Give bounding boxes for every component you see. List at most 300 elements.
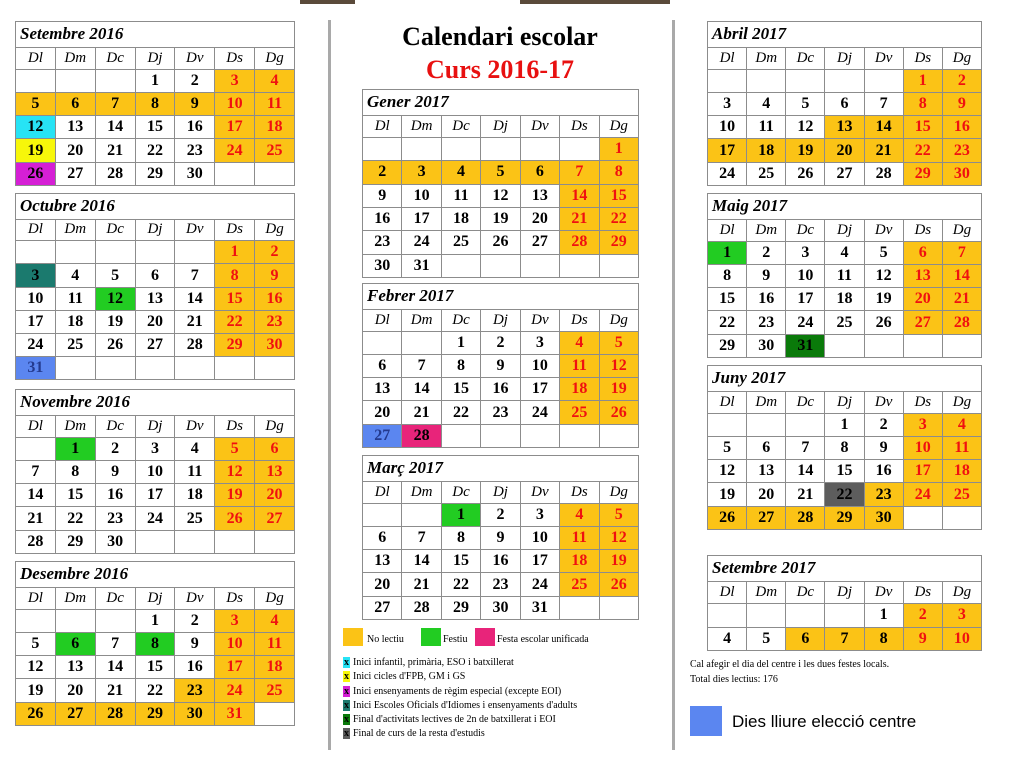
day-cell: 8 xyxy=(441,526,480,549)
day-cell: 5 xyxy=(95,264,135,287)
day-cell: 20 xyxy=(55,139,95,162)
day-cell: 10 xyxy=(16,287,56,310)
weekday-header: Dl xyxy=(708,219,747,241)
day-cell: 9 xyxy=(363,184,402,207)
weekday-header: Dm xyxy=(55,415,95,437)
day-cell: 11 xyxy=(255,632,295,655)
weekday-header: Ds xyxy=(560,309,599,331)
note-text: Inici cicles d'FPB, GM i GS xyxy=(353,671,466,683)
empty-day-cell xyxy=(402,331,441,354)
day-cell: 21 xyxy=(175,310,215,333)
day-cell: 10 xyxy=(520,526,559,549)
day-cell: 15 xyxy=(441,550,480,573)
empty-day-cell xyxy=(215,162,255,185)
weekday-header: Dl xyxy=(363,481,402,503)
day-cell: 1 xyxy=(825,413,864,436)
empty-day-cell xyxy=(95,69,135,92)
month-table xyxy=(707,193,982,358)
weekday-header: Dv xyxy=(175,47,215,69)
day-cell: 16 xyxy=(481,550,520,573)
day-cell: 21 xyxy=(560,207,599,230)
empty-day-cell xyxy=(363,503,402,526)
day-cell: 21 xyxy=(402,573,441,596)
day-cell: 30 xyxy=(942,162,981,185)
month-title: Maig 2017 xyxy=(708,194,982,220)
day-cell: 11 xyxy=(942,436,981,459)
day-cell: 17 xyxy=(402,207,441,230)
weekday-header: Dl xyxy=(363,115,402,137)
empty-day-cell xyxy=(708,413,747,436)
weekday-header: Dc xyxy=(786,581,825,603)
day-cell: 27 xyxy=(903,311,942,334)
day-cell: 11 xyxy=(441,184,480,207)
day-cell: 28 xyxy=(95,162,135,185)
empty-day-cell xyxy=(747,69,786,92)
day-cell: 14 xyxy=(786,460,825,483)
day-cell: 24 xyxy=(16,333,56,356)
weekday-header: Dv xyxy=(175,587,215,609)
day-cell: 29 xyxy=(708,334,747,357)
day-cell: 7 xyxy=(825,627,864,650)
weekday-header: Dc xyxy=(441,481,480,503)
day-cell: 16 xyxy=(942,116,981,139)
day-cell: 15 xyxy=(599,184,638,207)
total-days-line: Total dies lectius: 176 xyxy=(690,674,778,685)
day-cell: 3 xyxy=(215,609,255,632)
weekday-header: Dl xyxy=(708,391,747,413)
day-cell: 21 xyxy=(942,288,981,311)
day-cell: 26 xyxy=(16,162,56,185)
day-cell: 11 xyxy=(255,92,295,115)
empty-day-cell xyxy=(708,69,747,92)
day-cell: 6 xyxy=(747,436,786,459)
day-cell: 9 xyxy=(175,92,215,115)
note-marker: x xyxy=(344,657,349,668)
day-cell: 3 xyxy=(215,69,255,92)
day-cell: 16 xyxy=(255,287,295,310)
day-cell: 11 xyxy=(747,116,786,139)
weekday-header: Dj xyxy=(481,309,520,331)
day-cell: 22 xyxy=(135,139,175,162)
day-cell: 10 xyxy=(903,436,942,459)
calendar-note xyxy=(690,657,889,687)
day-cell: 12 xyxy=(864,264,903,287)
weekday-header: Dm xyxy=(55,47,95,69)
day-cell: 24 xyxy=(520,573,559,596)
day-cell: 23 xyxy=(175,139,215,162)
day-cell: 22 xyxy=(441,573,480,596)
empty-day-cell xyxy=(520,424,559,447)
weekday-header: Dm xyxy=(747,391,786,413)
day-cell: 12 xyxy=(95,287,135,310)
day-cell: 8 xyxy=(441,354,480,377)
month-title: Desembre 2016 xyxy=(16,562,295,588)
weekday-header: Dv xyxy=(520,115,559,137)
month-title: Setembre 2017 xyxy=(708,556,982,582)
day-cell: 1 xyxy=(215,241,255,264)
day-cell: 4 xyxy=(255,69,295,92)
day-cell: 9 xyxy=(481,354,520,377)
day-cell: 28 xyxy=(560,231,599,254)
day-cell: 14 xyxy=(175,287,215,310)
weekday-header: Dg xyxy=(255,415,295,437)
weekday-header: Dl xyxy=(708,47,747,69)
legend-label-festiu: Festiu xyxy=(443,634,468,645)
day-cell: 28 xyxy=(942,311,981,334)
note-text: Final d'activitats lectives de 2n de batxillerat i EOI xyxy=(353,714,556,726)
empty-day-cell xyxy=(135,530,175,553)
weekday-header: Dc xyxy=(441,115,480,137)
day-cell: 4 xyxy=(255,609,295,632)
empty-day-cell xyxy=(786,69,825,92)
empty-day-cell xyxy=(363,137,402,160)
day-cell: 10 xyxy=(708,116,747,139)
weekday-header: Ds xyxy=(903,391,942,413)
day-cell: 31 xyxy=(215,702,255,725)
weekday-header: Dj xyxy=(135,219,175,241)
day-cell: 28 xyxy=(95,702,135,725)
day-cell: 26 xyxy=(16,702,56,725)
weekday-header: Dc xyxy=(95,47,135,69)
day-cell: 5 xyxy=(708,436,747,459)
day-cell: 30 xyxy=(255,333,295,356)
day-cell: 3 xyxy=(520,331,559,354)
empty-day-cell xyxy=(55,356,95,379)
day-cell: 6 xyxy=(363,354,402,377)
note-marker: x xyxy=(344,699,349,711)
empty-day-cell xyxy=(786,413,825,436)
day-cell: 3 xyxy=(16,264,56,287)
day-cell: 22 xyxy=(599,207,638,230)
weekday-header: Ds xyxy=(560,481,599,503)
empty-day-cell xyxy=(560,137,599,160)
day-cell: 23 xyxy=(481,401,520,424)
empty-day-cell xyxy=(55,609,95,632)
note-item xyxy=(343,685,577,699)
legend-label-festa-unificada: Festa escolar unificada xyxy=(497,634,589,645)
day-cell: 25 xyxy=(441,231,480,254)
day-cell: 6 xyxy=(135,264,175,287)
day-cell: 18 xyxy=(825,288,864,311)
day-cell: 15 xyxy=(441,378,480,401)
day-cell: 11 xyxy=(825,264,864,287)
weekday-header: Dl xyxy=(16,587,56,609)
day-cell: 17 xyxy=(215,116,255,139)
day-cell: 4 xyxy=(55,264,95,287)
day-cell: 14 xyxy=(16,484,56,507)
month-title: Novembre 2016 xyxy=(16,390,295,416)
day-cell: 27 xyxy=(363,596,402,619)
day-cell: 12 xyxy=(16,656,56,679)
column-divider-right xyxy=(672,20,675,750)
day-cell: 1 xyxy=(55,437,95,460)
day-cell: 9 xyxy=(903,627,942,650)
month-table xyxy=(707,555,982,651)
weekday-header: Ds xyxy=(903,47,942,69)
empty-day-cell xyxy=(16,437,56,460)
note-marker: x xyxy=(344,671,349,683)
empty-day-cell xyxy=(215,356,255,379)
empty-day-cell xyxy=(16,241,56,264)
day-cell: 6 xyxy=(786,627,825,650)
day-cell: 27 xyxy=(747,506,786,529)
weekday-header: Dj xyxy=(135,47,175,69)
day-cell: 3 xyxy=(942,604,981,627)
empty-day-cell xyxy=(95,609,135,632)
day-cell: 12 xyxy=(599,354,638,377)
weekday-header: Dg xyxy=(942,391,981,413)
note-item xyxy=(343,670,577,684)
day-cell: 11 xyxy=(55,287,95,310)
empty-day-cell xyxy=(747,604,786,627)
day-cell: 9 xyxy=(864,436,903,459)
day-cell: 19 xyxy=(599,550,638,573)
weekday-header: Dv xyxy=(864,47,903,69)
day-cell: 30 xyxy=(175,702,215,725)
day-cell: 6 xyxy=(363,526,402,549)
empty-day-cell xyxy=(363,331,402,354)
day-cell: 1 xyxy=(599,137,638,160)
empty-day-cell xyxy=(402,503,441,526)
weekday-header: Dj xyxy=(135,415,175,437)
day-cell: 16 xyxy=(175,116,215,139)
day-cell: 8 xyxy=(55,460,95,483)
day-cell: 19 xyxy=(864,288,903,311)
day-cell: 18 xyxy=(942,460,981,483)
day-cell: 31 xyxy=(786,334,825,357)
day-cell: 17 xyxy=(215,656,255,679)
day-cell: 1 xyxy=(708,241,747,264)
day-cell: 2 xyxy=(942,69,981,92)
weekday-header: Dg xyxy=(255,587,295,609)
day-cell: 15 xyxy=(903,116,942,139)
day-cell: 3 xyxy=(708,92,747,115)
day-cell: 27 xyxy=(255,507,295,530)
day-cell: 9 xyxy=(481,526,520,549)
month-table xyxy=(707,365,982,530)
empty-day-cell xyxy=(825,334,864,357)
day-cell: 28 xyxy=(175,333,215,356)
day-cell: 7 xyxy=(864,92,903,115)
course-title: Curs 2016-17 xyxy=(425,55,575,84)
month-title: Juny 2017 xyxy=(708,366,982,392)
day-cell: 13 xyxy=(363,378,402,401)
day-cell: 29 xyxy=(135,162,175,185)
note-text: Inici Escoles Oficials d'Idiomes i ensenyaments d'adults xyxy=(353,699,578,711)
day-cell: 7 xyxy=(175,264,215,287)
day-cell: 18 xyxy=(441,207,480,230)
day-cell: 2 xyxy=(864,413,903,436)
day-cell: 19 xyxy=(708,483,747,506)
weekday-header: Dm xyxy=(55,219,95,241)
month-title: Febrer 2017 xyxy=(363,284,639,310)
weekday-header: Dj xyxy=(481,481,520,503)
day-cell: 26 xyxy=(215,507,255,530)
day-cell: 19 xyxy=(215,484,255,507)
empty-day-cell xyxy=(903,334,942,357)
day-cell: 5 xyxy=(599,331,638,354)
day-cell: 30 xyxy=(864,506,903,529)
empty-day-cell xyxy=(175,356,215,379)
day-cell: 14 xyxy=(95,116,135,139)
empty-day-cell xyxy=(95,241,135,264)
day-cell: 2 xyxy=(175,609,215,632)
month-title: Abril 2017 xyxy=(708,22,982,48)
day-cell: 23 xyxy=(95,507,135,530)
month-table xyxy=(362,455,639,620)
day-cell: 27 xyxy=(55,162,95,185)
day-cell: 14 xyxy=(402,378,441,401)
day-cell: 29 xyxy=(215,333,255,356)
day-cell: 21 xyxy=(16,507,56,530)
empty-day-cell xyxy=(942,334,981,357)
month-title: Octubre 2016 xyxy=(16,194,295,220)
day-cell: 21 xyxy=(786,483,825,506)
day-cell: 11 xyxy=(560,354,599,377)
weekday-header: Dg xyxy=(599,309,638,331)
weekday-header: Dl xyxy=(16,415,56,437)
note-text: Inici ensenyaments de règim especial (excepte EOI) xyxy=(353,685,562,697)
note-text: Inici infantil, primària, ESO i batxillerat xyxy=(353,657,514,668)
day-cell: 29 xyxy=(441,596,480,619)
day-cell: 1 xyxy=(441,503,480,526)
day-cell: 2 xyxy=(255,241,295,264)
day-cell: 9 xyxy=(175,632,215,655)
day-cell: 13 xyxy=(55,116,95,139)
weekday-header: Dm xyxy=(747,581,786,603)
day-cell: 26 xyxy=(864,311,903,334)
day-cell: 25 xyxy=(255,139,295,162)
weekday-header: Ds xyxy=(215,415,255,437)
day-cell: 26 xyxy=(708,506,747,529)
day-cell: 10 xyxy=(786,264,825,287)
day-cell: 14 xyxy=(560,184,599,207)
day-cell: 4 xyxy=(708,627,747,650)
day-cell: 26 xyxy=(786,162,825,185)
day-cell: 23 xyxy=(363,231,402,254)
day-cell: 30 xyxy=(747,334,786,357)
day-cell: 19 xyxy=(481,207,520,230)
day-cell: 12 xyxy=(599,526,638,549)
day-cell: 25 xyxy=(825,311,864,334)
weekday-header: Dl xyxy=(363,309,402,331)
weekday-header: Ds xyxy=(903,581,942,603)
empty-day-cell xyxy=(255,356,295,379)
day-cell: 26 xyxy=(599,573,638,596)
day-cell: 6 xyxy=(825,92,864,115)
legend-swatch-no-lectiu xyxy=(343,628,363,646)
day-cell: 12 xyxy=(215,460,255,483)
day-cell: 13 xyxy=(520,184,559,207)
day-cell: 10 xyxy=(402,184,441,207)
day-cell: 5 xyxy=(747,627,786,650)
day-cell: 15 xyxy=(708,288,747,311)
day-cell: 20 xyxy=(135,310,175,333)
day-cell: 10 xyxy=(135,460,175,483)
day-cell: 10 xyxy=(942,627,981,650)
day-cell: 25 xyxy=(175,507,215,530)
legend-label-no-lectiu: No lectiu xyxy=(367,634,404,645)
empty-day-cell xyxy=(255,702,295,725)
day-cell: 4 xyxy=(560,331,599,354)
day-cell: 16 xyxy=(481,378,520,401)
weekday-header: Dc xyxy=(95,587,135,609)
day-cell: 1 xyxy=(864,604,903,627)
column-divider-left xyxy=(328,20,331,750)
legend-swatch-festiu xyxy=(421,628,441,646)
day-cell: 7 xyxy=(402,354,441,377)
day-cell: 23 xyxy=(175,679,215,702)
day-cell: 10 xyxy=(215,92,255,115)
day-cell: 22 xyxy=(825,483,864,506)
day-cell: 14 xyxy=(864,116,903,139)
day-cell: 19 xyxy=(599,378,638,401)
weekday-header: Dc xyxy=(95,415,135,437)
empty-day-cell xyxy=(864,334,903,357)
day-cell: 4 xyxy=(942,413,981,436)
weekday-header: Ds xyxy=(215,219,255,241)
empty-day-cell xyxy=(520,137,559,160)
day-cell: 3 xyxy=(520,503,559,526)
empty-day-cell xyxy=(825,604,864,627)
day-cell: 14 xyxy=(402,550,441,573)
weekday-header: Dg xyxy=(599,481,638,503)
day-cell: 16 xyxy=(175,656,215,679)
day-cell: 13 xyxy=(255,460,295,483)
day-cell: 24 xyxy=(903,483,942,506)
day-cell: 24 xyxy=(786,311,825,334)
weekday-header: Dm xyxy=(402,115,441,137)
day-cell: 13 xyxy=(135,287,175,310)
day-cell: 26 xyxy=(481,231,520,254)
day-cell: 6 xyxy=(903,241,942,264)
empty-day-cell xyxy=(903,506,942,529)
day-cell: 24 xyxy=(708,162,747,185)
day-cell: 6 xyxy=(55,92,95,115)
day-cell: 25 xyxy=(747,162,786,185)
empty-day-cell xyxy=(255,530,295,553)
weekday-header: Dg xyxy=(942,581,981,603)
empty-day-cell xyxy=(481,137,520,160)
day-cell: 25 xyxy=(942,483,981,506)
empty-day-cell xyxy=(520,254,559,277)
month-title: Setembre 2016 xyxy=(16,22,295,48)
day-cell: 5 xyxy=(16,632,56,655)
day-cell: 4 xyxy=(747,92,786,115)
day-cell: 21 xyxy=(95,139,135,162)
day-cell: 5 xyxy=(481,161,520,184)
day-cell: 3 xyxy=(402,161,441,184)
day-cell: 13 xyxy=(55,656,95,679)
weekday-header: Dv xyxy=(864,391,903,413)
day-cell: 19 xyxy=(16,679,56,702)
weekday-header: Ds xyxy=(560,115,599,137)
month-table xyxy=(15,21,295,186)
day-cell: 29 xyxy=(55,530,95,553)
weekday-header: Dg xyxy=(942,47,981,69)
day-cell: 3 xyxy=(135,437,175,460)
weekday-header: Dc xyxy=(95,219,135,241)
weekday-header: Ds xyxy=(215,587,255,609)
empty-day-cell xyxy=(942,506,981,529)
day-cell: 11 xyxy=(175,460,215,483)
day-cell: 17 xyxy=(708,139,747,162)
empty-day-cell xyxy=(402,137,441,160)
day-cell: 23 xyxy=(481,573,520,596)
weekday-header: Dv xyxy=(520,309,559,331)
day-cell: 9 xyxy=(255,264,295,287)
day-cell: 30 xyxy=(175,162,215,185)
